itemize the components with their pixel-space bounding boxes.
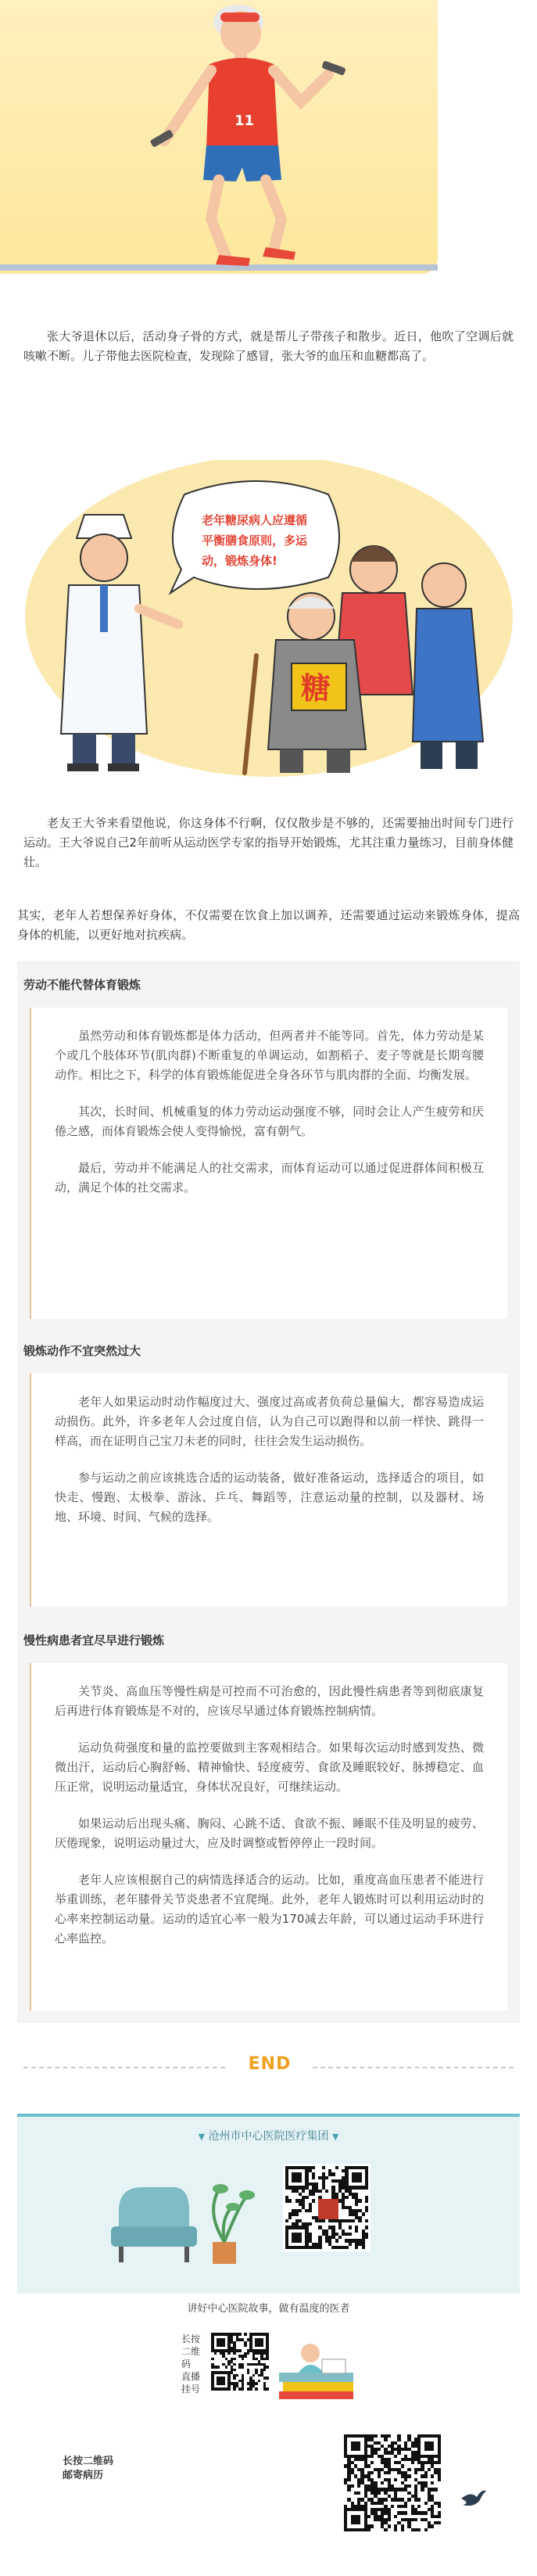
section-paragraph: 运动负荷强度和量的监控要做到主客观相结合。如果每次运动时感到发热、微微出汗，运动后心胸舒畅、精神愉快、轻度疲劳、食欲及睡眠较好、脉搏稳定、血压正常，说明运动量适宜，身体状况良好，可继续运动。 [55, 1741, 484, 1794]
live-registration-qr-code[interactable] [209, 2331, 270, 2392]
mail-record-qr-code[interactable] [344, 2434, 441, 2531]
tagline: 讲好中心医院故事，做有温度的医者 [187, 2303, 350, 2315]
live-label-line: 二维码 [181, 2346, 201, 2369]
armchair-plant-illustration [103, 2164, 260, 2273]
content-box [17, 961, 520, 2023]
books-reading-illustration [275, 2330, 361, 2400]
section-paragraph: 关节炎、高血压等慢性病是可控而不可治愈的，因此慢性病患者等到彻底康复后再进行体育锻炼是不对的，应该尽早通过体育锻炼控制病情。 [55, 1684, 484, 1718]
doctor-advice-illustration [22, 460, 516, 789]
live-label-line: 直播 [181, 2371, 201, 2382]
section-paragraph: 老年人如果运动时动作幅度过大、强度过高或者负荷总量偏大，都容易造成运动损伤。此外，许多老年人会过度自信，认为自己可以跑得和以前一样快、跳得一样高，而在证明自己宝刀未老的同时，往往会发生运动损伤。 [55, 1395, 484, 1448]
swallow-bird-icon [460, 2488, 488, 2510]
hospital-qr-code[interactable] [283, 2164, 371, 2251]
section-card-movement [30, 1374, 507, 1607]
hero-banner [0, 0, 537, 282]
section-paragraph: 老年人应该根据自己的病情选择适合的运动。比如，重度高血压患者不能进行举重训练，老年膝骨关节炎患者不宜爬绳。此外，老年人锻炼时可以利用运动时的心率来控制运动量。运动的适宜心率一般为170减去年龄，可以通过运动手环进行心率监控。 [55, 1873, 484, 1945]
live-registration-label [181, 2333, 205, 2395]
end-line-left [23, 2067, 225, 2068]
live-label-line: 挂号 [181, 2384, 201, 2395]
end-line-right [313, 2067, 514, 2068]
section-card-labor [30, 1008, 507, 1319]
section-title-chronic: 慢性病患者宜尽早进行锻炼 [23, 1633, 165, 1647]
section-paragraph: 参与运动之前应该挑选合适的运动装备，做好准备运动，选择适合的项目，如快走、慢跑、太极拳、游泳、乒乓、舞蹈等，注意运动量的控制，以及器材、场地、环境、时间、气候的选择。 [55, 1471, 484, 1524]
section-paragraph: 虽然劳动和体育锻炼都是体力活动，但两者并不能等同。首先，体力劳动是某个或几个肢体环节(肌肉群)不断重复的单调运动，如割稻子、麦子等就是长期弯腰动作。相比之下，科学的体育锻炼能促进全身各环节与肌肉群的全面、均衡发展。 [55, 1029, 484, 1082]
live-label-line: 长按 [181, 2333, 201, 2344]
mail-record-label [63, 2455, 164, 2483]
intro-paragraph: 张大爷退休以后，活动身子骨的方式，就是帮儿子带孩子和散步。近日，他吹了空调后就咳嗽不断。儿子带他去医院检查，发现除了感冒，张大爷的血压和血糖都高了。 [23, 329, 514, 363]
advice-paragraph: 老友王大爷来看望他说，你这身体不行啊，仅仅散步是不够的，还需要抽出时间专门进行运动。王大爷说自己2年前听从运动医学专家的指导开始锻炼，尤其注重力量练习，目前身体健壮。 [23, 816, 514, 869]
triangle-down-icon: ▼ [198, 2132, 206, 2142]
hospital-name: 沧州市中心医院医疗集团 [208, 2130, 329, 2143]
section-title-movement: 锻炼动作不宜突然过大 [23, 1344, 141, 1358]
hospital-name-row [17, 2128, 520, 2143]
jersey-number: 11 [234, 113, 255, 129]
running-elder-illustration [117, 0, 375, 274]
mail-label-line: 邮寄病历 [63, 2470, 104, 2481]
section-paragraph: 最后，劳动并不能满足人的社交需求，而体育运动可以通过促进群体间积极互动，满足个体的社交需求。 [55, 1161, 484, 1195]
mail-label-line: 长按二维码 [63, 2456, 114, 2467]
end-divider [23, 2051, 514, 2082]
speech-line-2: 平衡膳食原则，多运 [202, 534, 308, 548]
sign-character: 糖 [301, 670, 331, 706]
hospital-card [17, 2114, 520, 2294]
summary-paragraph: 其实，老年人若想保养好身体，不仅需要在饮食上加以调养，还需要通过运动来锻炼身体，提高身体的机能，以更好地对抗疾病。 [17, 908, 520, 942]
section-title-labor: 劳动不能代替体育锻炼 [23, 978, 141, 992]
section-paragraph: 其次，长时间、机械重复的体力劳动运动强度不够，同时会让人产生疲劳和厌倦之感，而体育锻炼会使人变得愉悦，富有朝气。 [55, 1105, 484, 1138]
end-label: END [248, 2054, 292, 2074]
section-card-chronic [30, 1663, 507, 2010]
section-paragraph: 如果运动后出现头痛、胸闷、心跳不适、食欲不振、睡眠不佳及明显的疲劳、厌倦现象，说明运动量过大，应及时调整或暂停停止一段时间。 [55, 1816, 484, 1850]
triangle-down-icon: ▼ [331, 2132, 339, 2142]
speech-bubble [170, 481, 339, 593]
speech-line-1: 老年糖尿病人应遵循 [202, 513, 308, 527]
speech-line-3: 动，锻炼身体! [202, 554, 277, 568]
